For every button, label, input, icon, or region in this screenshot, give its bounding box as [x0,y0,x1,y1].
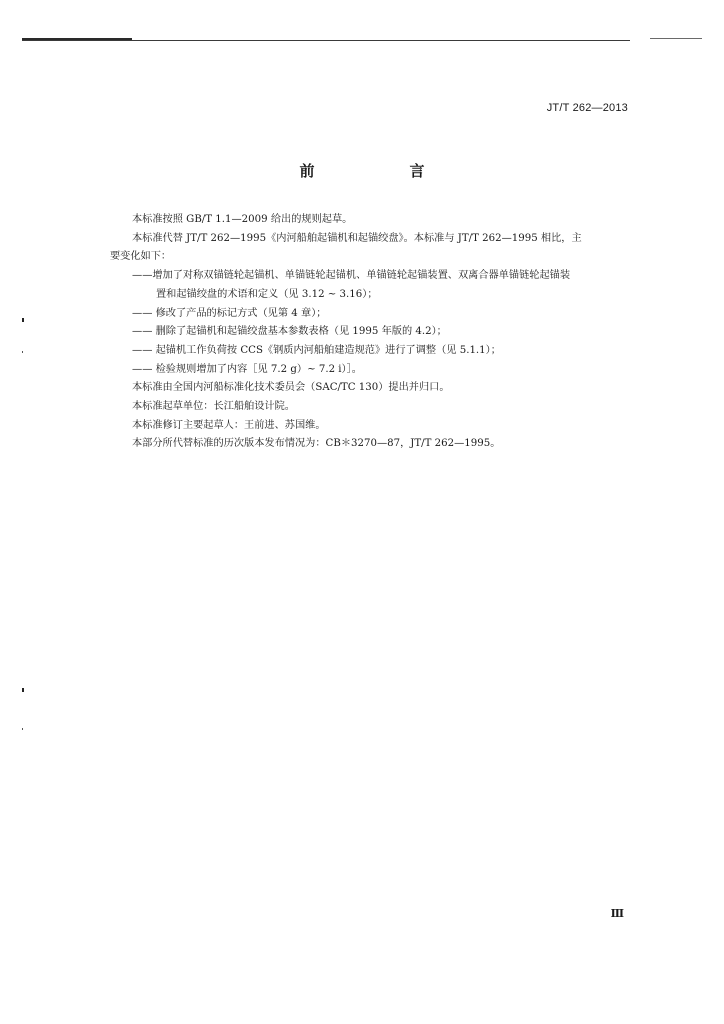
list-dash: —— [132,363,153,375]
paragraph-drafting-unit: 本标准起草单位：长江船舶设计院。 [132,401,295,413]
paragraph-drafting-rules: 本标准按照 GB/T 1.1—2009 给出的规则起草。 [132,214,353,225]
scan-mark [22,318,24,322]
paragraph-drafters: 本标准修订主要起草人：王前进、苏国维。 [132,419,326,431]
change-item-2 [110,305,630,324]
list-dash: —— [132,344,153,356]
standard-code: JT/T 262—2013 [546,102,628,114]
change-item-1 [110,267,630,286]
change-item-3 [110,323,630,342]
scan-mark [22,688,24,692]
paragraph-replaces-line1: 本标准代替 JT/T 262—1995《内河船舶起锚机和起锚绞盘》。本标准与 JT/T 262—1995 相比，主 [132,232,582,244]
list-dash: —— [132,270,153,282]
change-item-text: 修改了产品的标记方式（见第 4 章）； [155,307,327,319]
change-item-text: 检验规则增加了内容［见 7.2 g）~ 7.2 i）］。 [155,363,362,375]
list-dash: —— [132,326,153,338]
paragraph-previous-editions: 本部分所代替标准的历次版本发布情况为：CB＊3270—87，JT/T 262—1995。 [132,438,501,450]
list-dash: —— [132,307,153,319]
header-rule-right [650,38,702,39]
paragraph-replaces-line2: 要变化如下： [110,251,172,263]
page-title: 前 言 [299,162,465,180]
change-item-5 [110,361,630,380]
change-item-text: 删除了起锚机和起锚绞盘基本参数表格（见 1995 年版的 4.2）； [155,326,447,338]
page-number: Ⅲ [610,907,624,920]
change-item-1-cont: 置和起锚绞盘的术语和定义（见 3.12 ~ 3.16）； [156,288,378,300]
scan-mark [22,351,23,353]
header-rule [22,40,630,41]
change-item-4 [110,342,630,361]
foreword-body [110,211,630,454]
change-item-text: 起锚机工作负荷按 CCS《钢质内河船舶建造规范》进行了调整（见 5.1.1）； [155,344,501,356]
paragraph-proposed-by: 本标准由全国内河船标准化技术委员会（SAC/TC 130）提出并归口。 [132,382,450,394]
change-item-text: 增加了对称双锚链轮起锚机、单锚链轮起锚机、单锚链轮起锚装置、双离合器单锚链轮起锚装 [152,270,571,282]
scan-mark [22,728,23,730]
